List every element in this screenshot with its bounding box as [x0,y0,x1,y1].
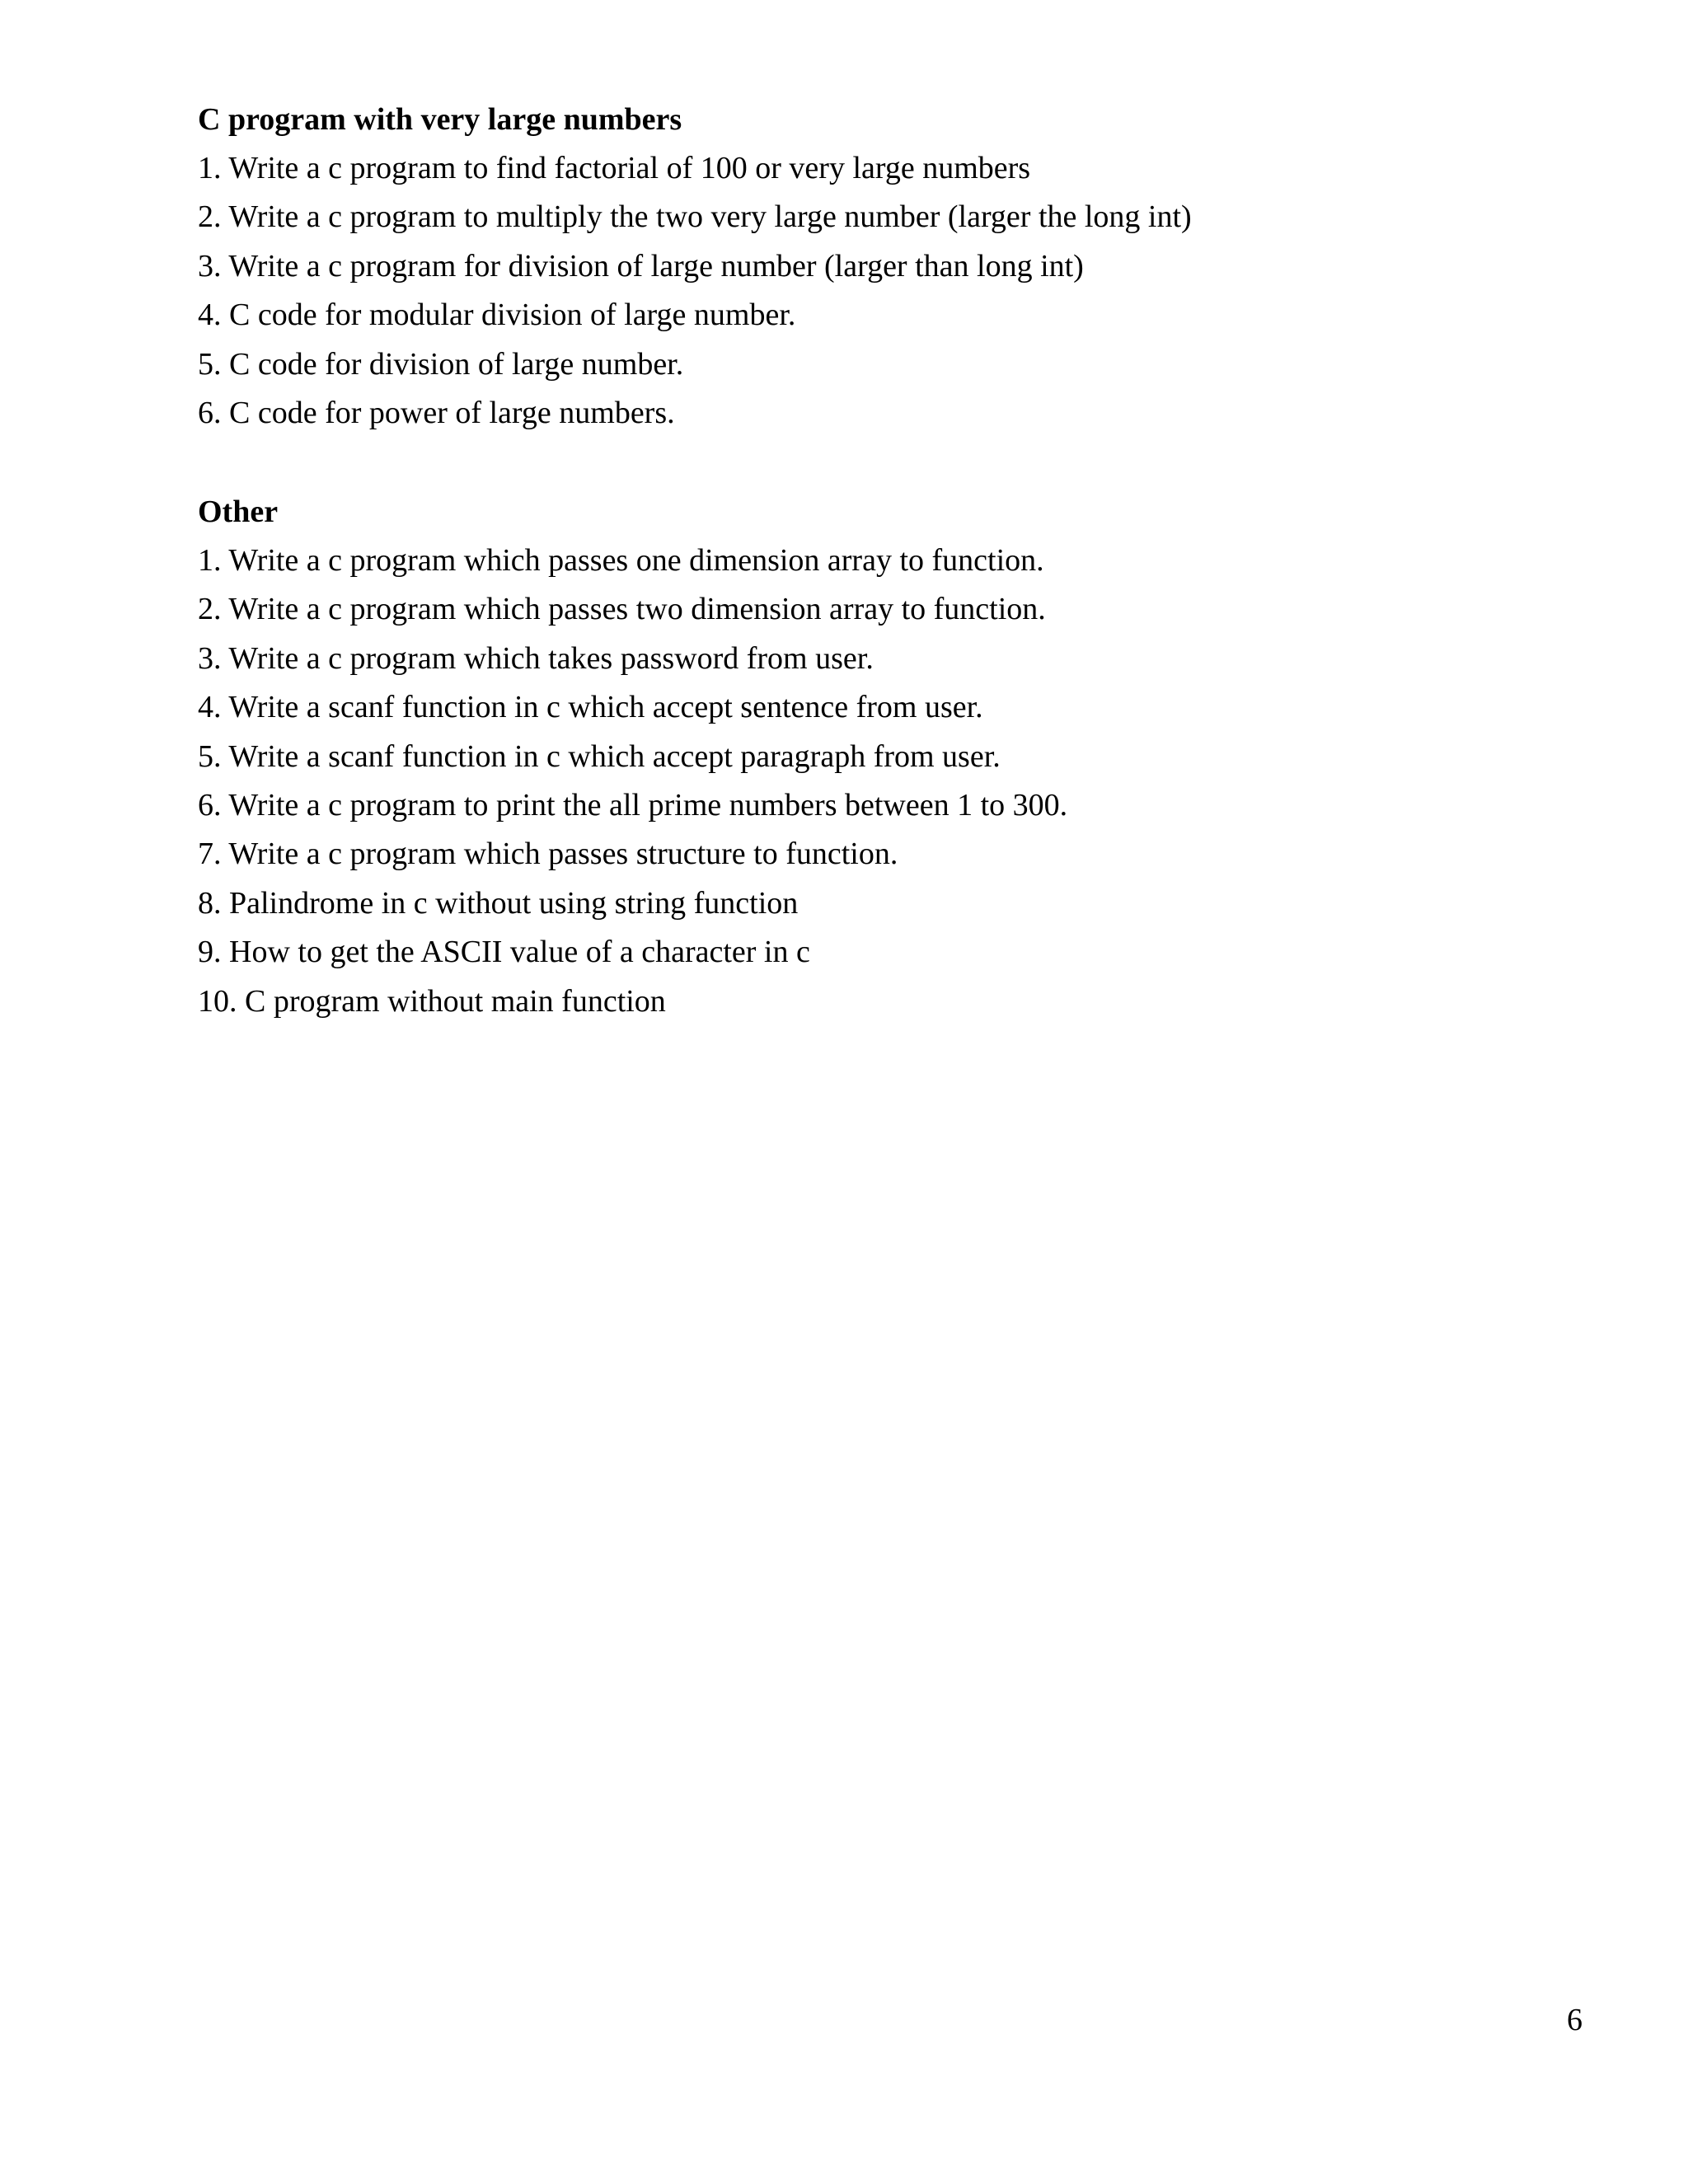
list-item: 1. Write a c program to find factorial of 100 or very large numbers [198,151,1031,185]
section-other [198,488,1599,1026]
list-item: 2. Write a c program which passes two dimension array to function. [198,592,1046,627]
list-item: 6. Write a c program to print the all prime numbers between 1 to 300. [198,787,1068,823]
list-item: 6. C code for power of large numbers. [198,395,675,430]
list-item: 5. Write a scanf function in c which accept paragraph from user. [198,738,1001,774]
list-item: 2. Write a c program to multiply the two very large number (larger the long int) [198,199,1192,235]
list-item: 4. Write a scanf function in c which accept sentence from user. [198,690,983,725]
list-item: 3. Write a c program for division of large number (larger than long int) [198,248,1084,284]
list-item: 10. C program without main function [198,983,666,1019]
list-item: 3. Write a c program which takes password from user. [198,640,874,676]
list-item: 8. Palindrome in c without using string function [198,885,799,921]
question-list [198,144,1599,438]
section-large-numbers [198,96,1599,438]
question-list [198,537,1599,1026]
page-number: 6 [1567,2003,1582,2037]
section-heading: C program with very large numbers [198,102,682,137]
list-item: 9. How to get the ASCII value of a character in c [198,935,810,970]
list-item: 4. C code for modular division of large number. [198,298,796,333]
list-item: 7. Write a c program which passes structure to function. [198,837,898,872]
list-item: 5. C code for division of large number. [198,346,684,382]
section-heading: Other [198,494,279,529]
list-item: 1. Write a c program which passes one dimension array to function. [198,543,1044,578]
